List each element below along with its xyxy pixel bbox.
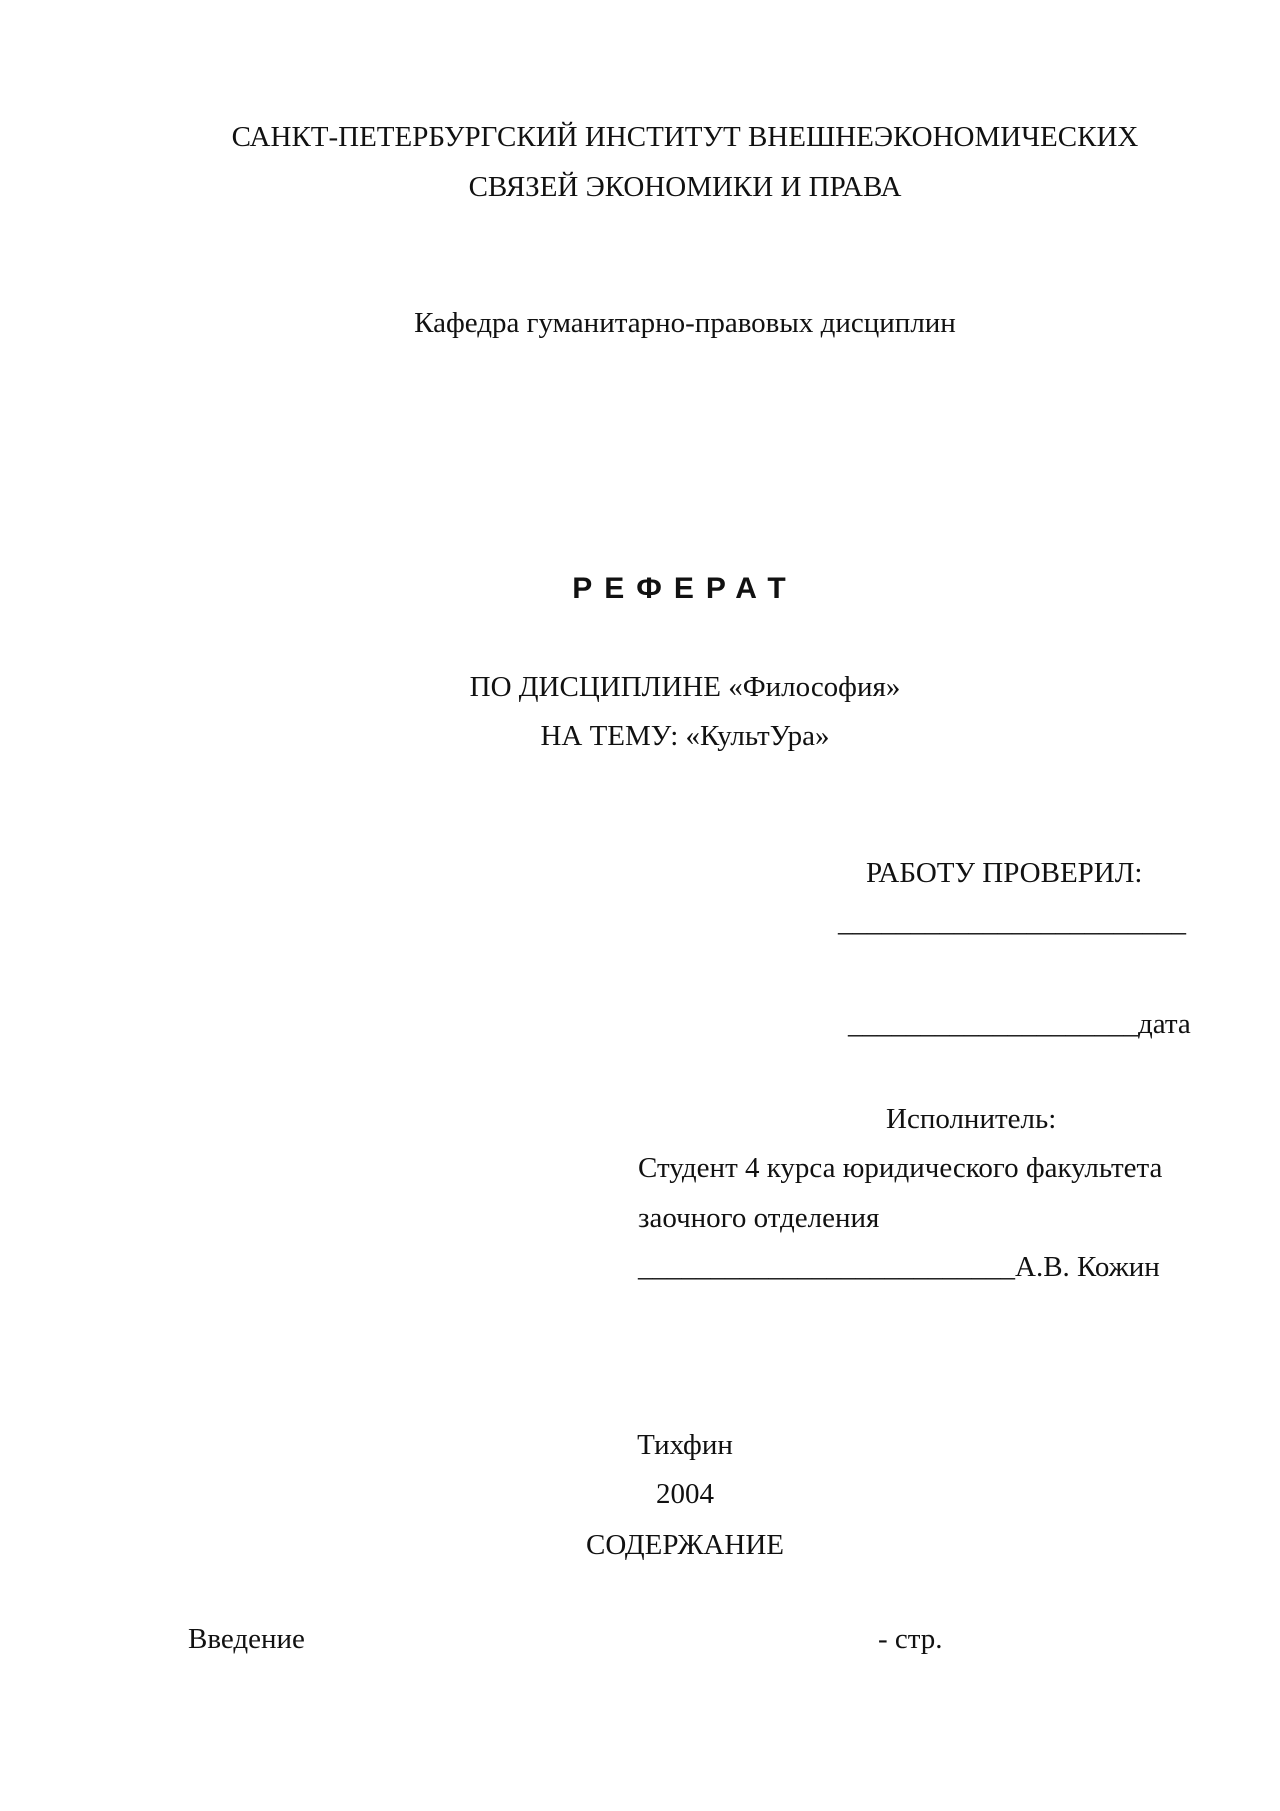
performer-signature-line: __________________________А.В. Кожин [638, 1251, 1160, 1283]
city: Тихфин [637, 1429, 733, 1461]
department-name: Кафедра гуманитарно-правовых дисциплин [414, 307, 956, 339]
performer-label: Исполнитель: [886, 1103, 1057, 1135]
student-info-line-1: Студент 4 курса юридического факультета [638, 1152, 1163, 1184]
year: 2004 [656, 1478, 714, 1510]
toc-item-label: Введение [188, 1623, 305, 1655]
toc-item-page: - стр. [878, 1623, 943, 1655]
institute-name-line-2: СВЯЗЕЙ ЭКОНОМИКИ И ПРАВА [468, 171, 902, 203]
toc-title: СОДЕРЖАНИЕ [586, 1529, 784, 1561]
reviewer-date-line: ____________________дата [848, 1008, 1191, 1040]
reviewer-signature-line: ________________________ [838, 906, 1186, 938]
topic-line: НА ТЕМУ: «КультУра» [540, 720, 830, 752]
student-info-line-2: заочного отделения [638, 1202, 880, 1234]
discipline-line: ПО ДИСЦИПЛИНЕ «Философия» [469, 671, 901, 703]
document-type-heading: РЕФЕРАТ [572, 572, 798, 605]
institute-name-line-1: САНКТ-ПЕТЕРБУРГСКИЙ ИНСТИТУТ ВНЕШНЕЭКОНОМИЧЕСКИХ [231, 121, 1139, 153]
reviewer-label: РАБОТУ ПРОВЕРИЛ: [866, 857, 1143, 889]
